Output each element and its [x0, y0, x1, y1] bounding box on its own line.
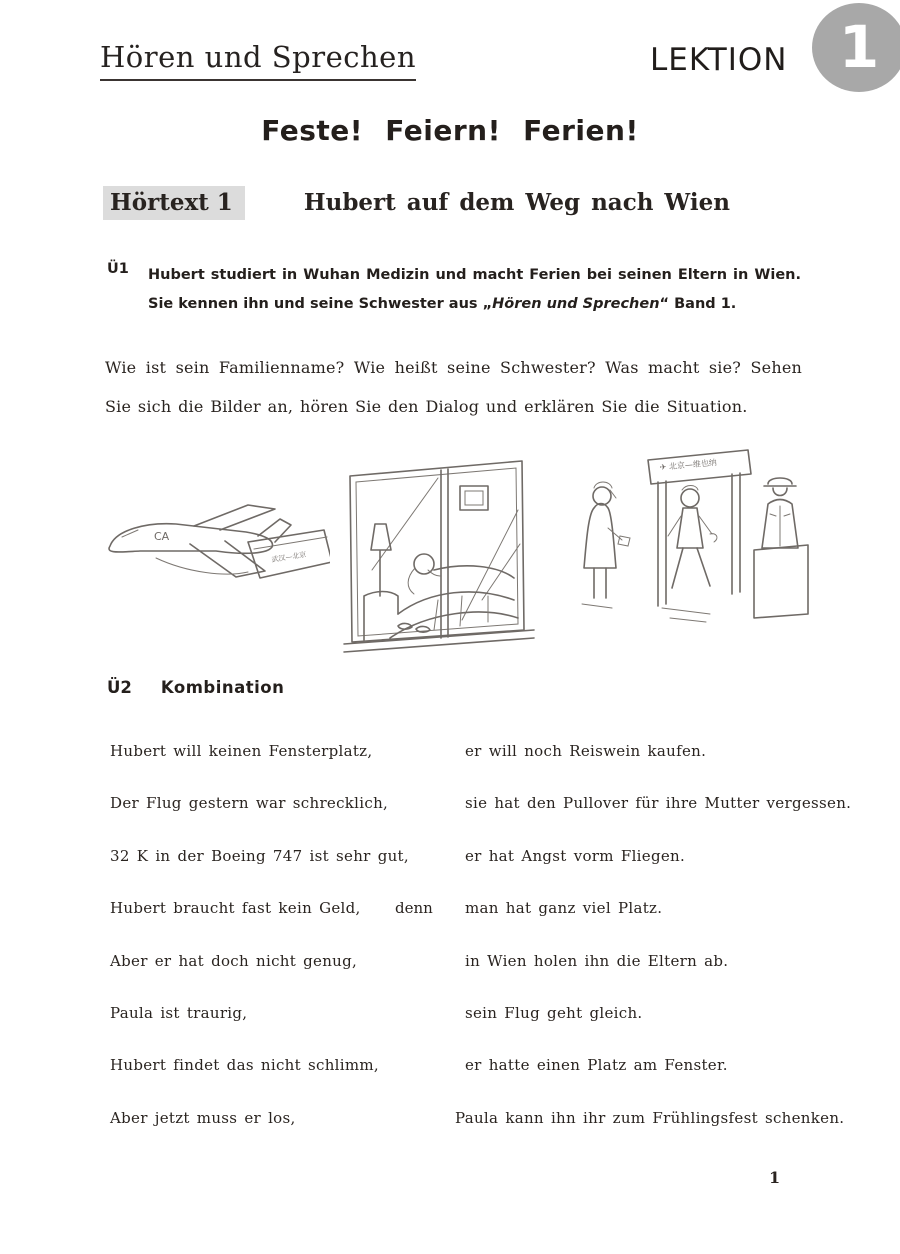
man-legs — [672, 548, 710, 588]
lamp — [371, 524, 391, 596]
woman-coat — [584, 504, 616, 569]
ticket-route-text: 武汉—北京 — [271, 550, 307, 564]
woman-legs — [594, 568, 606, 598]
match-left: Aber jetzt muss er los, — [110, 1108, 296, 1127]
u1-line2 — [148, 290, 801, 319]
hortext-title: Hubert auf dem Weg nach Wien — [303, 189, 730, 216]
far-wing — [194, 505, 275, 530]
match-row-1 — [110, 742, 890, 794]
match-left: Hubert braucht fast kein Geld, — [110, 899, 361, 918]
u1-line2-pre: Sie kennen ihn und seine Schwester aus „ — [148, 296, 493, 312]
exercise-u2-label: Ü2 — [107, 678, 132, 697]
match-row-3 — [110, 847, 890, 899]
match-row-6 — [110, 1004, 890, 1056]
match-left: Hubert findet das nicht schlimm, — [110, 1056, 379, 1075]
match-right: Paula kann ihn ihr zum Frühlingsfest schenken. — [455, 1108, 845, 1127]
exercise-u1-text — [148, 261, 801, 319]
ground-shading — [582, 604, 710, 622]
match-left: Hubert will keinen Fensterplatz, — [110, 742, 373, 760]
match-right: er hatte einen Platz am Fenster. — [465, 1056, 728, 1075]
match-right: in Wien holen ihn die Eltern ab. — [465, 951, 729, 970]
match-row-8 — [110, 1109, 890, 1161]
match-row-2 — [110, 794, 890, 846]
u1-line1: Hubert studiert in Wuhan Medizin und macht Ferien bei seinen Eltern in Wien. — [148, 267, 801, 283]
match-right: er hat Angst vorm Fliegen. — [465, 846, 686, 865]
chapter-title: Feste! Feiern! Ferien! — [261, 114, 639, 147]
match-left: Der Flug gestern war schrecklich, — [110, 794, 389, 813]
picture-frame — [460, 486, 488, 510]
book-title: Hören und Sprechen — [100, 40, 416, 81]
match-right: man hat ganz viel Platz. — [465, 899, 663, 918]
hortext-label: Hörtext 1 — [103, 186, 245, 220]
gate-posts — [658, 473, 740, 606]
match-row-7 — [110, 1056, 890, 1108]
u1-line2-italic: Hören und Sprechen — [492, 296, 660, 312]
fuselage — [109, 524, 272, 554]
sleeping-in-bed-illustration — [342, 448, 538, 654]
match-right: sein Flug geht gleich. — [465, 1003, 643, 1022]
match-left: Aber er hat doch nicht genug, — [110, 951, 358, 970]
sofa-arm — [364, 592, 398, 641]
match-left: Paula ist traurig, — [110, 1003, 248, 1022]
man-torso — [677, 508, 703, 548]
match-left: 32 K in der Boeing 747 ist sehr gut, — [110, 846, 409, 865]
match-right: sie hat den Pullover für ihre Mutter vergessen. — [465, 794, 852, 813]
match-row-5 — [110, 952, 890, 1004]
man-head — [681, 489, 699, 507]
woman-head — [593, 487, 611, 505]
match-row-4 — [110, 899, 890, 951]
u1-line2-post: “ Band 1. — [659, 296, 737, 312]
exercise-u2-title: Kombination — [160, 678, 285, 697]
officer-podium — [754, 545, 808, 618]
connector-denn: denn — [395, 899, 433, 918]
exercise-u2-heading — [107, 678, 284, 697]
exercise-u1 — [107, 261, 801, 319]
hortext-heading — [103, 186, 730, 220]
lektion-number: 1 — [838, 12, 880, 81]
window-frame-outer — [350, 461, 524, 642]
airplane-ticket-illustration — [98, 480, 330, 608]
officer-face — [773, 488, 787, 496]
gate-sign-text: ✈ 北京—维也纳 — [659, 458, 718, 472]
lektion-label: LEKTION — [650, 42, 788, 78]
exercise-u1-label: Ü1 — [107, 261, 129, 277]
person-head — [414, 554, 434, 574]
page-number: 1 — [769, 1168, 781, 1187]
officer-cap — [764, 478, 796, 486]
pillow-line — [434, 566, 514, 578]
glass-reflections — [372, 478, 520, 620]
match-right: er will noch Reiswein kaufen. — [465, 742, 707, 760]
intro-paragraph: Wie ist sein Familienname? Wie heißt seine Schwester? Was macht sie? Sehen Sie sich die Bilder an, hören Sie den Dialog und erklären Sie die Situation. — [105, 358, 802, 416]
boarding-gate-illustration — [562, 436, 814, 638]
window-mullion — [441, 469, 448, 638]
matching-exercise — [110, 742, 890, 1161]
fuselage-code: CA — [154, 530, 170, 543]
lektion-number-badge — [812, 3, 900, 92]
